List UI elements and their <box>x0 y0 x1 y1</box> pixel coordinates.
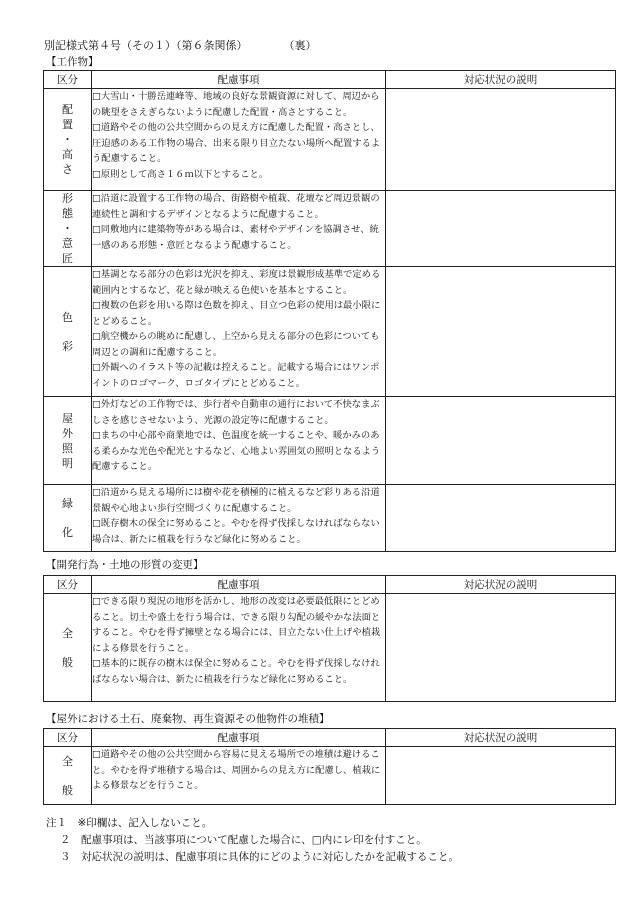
items-stockpiling-general <box>92 747 386 805</box>
column-header-status: 対応状況の説明 <box>386 71 616 89</box>
category-char: 化 <box>62 526 73 539</box>
category-color <box>44 267 92 397</box>
category-char: ・ <box>62 133 73 146</box>
column-header-category: 区分 <box>44 71 92 89</box>
column-header-status: 対応状況の説明 <box>386 576 616 594</box>
items-outdoor-lighting <box>92 397 386 485</box>
form-title: 別記様式第４号（その１）（第６条関係） <box>44 39 248 52</box>
note-3: ３ 対応状況の説明は、配慮事項に具体的にどのように対応したかを記載すること。 <box>60 851 459 863</box>
table-row-color <box>44 267 616 397</box>
items-greening <box>92 485 386 552</box>
column-header-items: 配慮事項 <box>92 71 386 89</box>
category-char: さ <box>62 163 73 176</box>
checklist-item[interactable]: □基調となる部分の色彩は光沢を抑え、彩度は景観形成基準で定める範囲内とするなど、花と緑が映える色使いを基本とすること。 <box>92 269 381 296</box>
category-char: 全 <box>62 626 73 640</box>
checklist-item[interactable]: □道路やその他の公共空間から容易に見える場所での堆積は避けること。やむを得ず堆積する場合は、周囲からの見え方に配慮し、植栽による修景などを行うこと。 <box>92 749 381 791</box>
category-char: 色 <box>62 310 73 324</box>
checklist-item[interactable]: □沿道に設置する工作物の場合、街路樹や植栽、花壇など周辺景観の連続性と調和するデザインとなるように配慮すること。 <box>92 193 380 220</box>
category-char: 屋 <box>62 411 73 425</box>
category-char: 匠 <box>62 252 73 265</box>
status-input-cell[interactable] <box>386 397 616 485</box>
category-char: 配 <box>62 103 73 116</box>
category-char: 全 <box>62 754 73 768</box>
table-row-placement-height <box>44 89 616 191</box>
form-header <box>44 37 317 53</box>
table-header-row <box>44 576 616 594</box>
structures-table <box>43 70 616 552</box>
items-development-general <box>92 594 386 702</box>
category-char: 高 <box>62 148 73 161</box>
category-char: 般 <box>62 783 73 797</box>
category-char: 彩 <box>62 339 73 353</box>
note-2: ２ 配慮事項は、当該事項について配慮した場合に、□内にレ印を付すこと。 <box>60 834 427 846</box>
checklist-item[interactable]: □外観へのイラスト等の記載は控えること。記載する場合にはワンポイントのロゴマーク、ロゴタイプにとどめること。 <box>92 362 380 389</box>
status-input-cell[interactable] <box>386 747 616 805</box>
category-greening <box>44 485 92 552</box>
checklist-item[interactable]: □航空機からの眺めに配慮し、上空から見える部分の色彩についても周辺との調和に配慮すること。 <box>92 331 380 358</box>
category-char: 明 <box>62 456 73 470</box>
category-general <box>44 594 92 702</box>
column-header-category: 区分 <box>44 576 92 594</box>
status-input-cell[interactable] <box>386 191 616 267</box>
checklist-item[interactable]: □できる限り現況の地形を活かし、地形の改変は必要最低限にとどめること。切土や盛土を行う場合は、できる限り勾配の緩やかな法面とすること。やむを得ず擁壁となる場合には、目立たない仕上げや植栽による修景を行うこと。 <box>92 596 381 654</box>
category-outdoor-lighting <box>44 397 92 485</box>
checklist-item[interactable]: □複数の色彩を用いる際は色数を抑え、目立つ色彩の使用は最小限にとどめること。 <box>92 300 381 327</box>
checklist-item[interactable]: □基本的に既存の樹木は保全に努めること。やむを得ず伐採しなければならない場合は、新たに植栽を行うなど緑化に努めること。 <box>92 658 380 685</box>
category-general <box>44 747 92 805</box>
items-placement-height <box>92 89 386 191</box>
column-header-category: 区分 <box>44 729 92 747</box>
items-color <box>92 267 386 397</box>
checklist-item[interactable]: □大雪山・十勝岳連峰等、地域の良好な景観資源に対して、周辺からの眺望をさえぎらないように配慮した配置・高さとすること。 <box>92 91 380 118</box>
checklist-item[interactable]: □まちの中心部や商業地では、色温度を統一することや、暖かみのある柔らかな光色や配光とするなど、心地よい雰囲気の照明となるよう配慮すること。 <box>92 430 381 472</box>
status-input-cell[interactable] <box>386 89 616 191</box>
table-header-row <box>44 71 616 89</box>
table-row-form-design <box>44 191 616 267</box>
table-header-row <box>44 729 616 747</box>
section-label-structures: 【工作物】 <box>46 56 99 68</box>
category-char: 態 <box>62 207 73 220</box>
status-input-cell[interactable] <box>386 485 616 552</box>
category-placement-height <box>44 89 92 191</box>
column-header-items: 配慮事項 <box>92 729 386 747</box>
table-row-stockpiling-general <box>44 747 616 805</box>
status-input-cell[interactable] <box>386 594 616 702</box>
category-char: 照 <box>62 441 73 455</box>
category-char: 置 <box>62 118 73 131</box>
category-char: 緑 <box>62 497 73 510</box>
table-row-outdoor-lighting <box>44 397 616 485</box>
checklist-item[interactable]: □道路やその他の公共空間からの見え方に配慮した配置・高さとし、圧迫感のある工作物の場合、出来る限り目立たない場所へ配置するよう配慮すること。 <box>92 122 381 164</box>
section-label-stockpiling: 【屋外における土石、廃棄物、再生資源その他物件の堆積】 <box>46 713 330 725</box>
category-form-design <box>44 191 92 267</box>
stockpiling-table <box>43 728 616 805</box>
category-char: ・ <box>62 222 73 235</box>
checklist-item[interactable]: □沿道から見える場所には樹や花を積極的に植えるなど彩りある沿道景観や心地よい歩行空間づくりに配慮すること。 <box>92 487 380 514</box>
section-label-development: 【開発行為・土地の形質の変更】 <box>46 559 204 571</box>
table-row-development-general <box>44 594 616 702</box>
development-table <box>43 575 616 702</box>
items-form-design <box>92 191 386 267</box>
reverse-side-label: （裏） <box>283 39 317 52</box>
column-header-items: 配慮事項 <box>92 576 386 594</box>
column-header-status: 対応状況の説明 <box>386 729 616 747</box>
category-char: 般 <box>62 655 73 669</box>
category-char: 外 <box>62 426 73 440</box>
category-char: 意 <box>62 237 73 250</box>
checklist-item[interactable]: □原則として高さ１６ｍ以下とすること。 <box>92 168 269 180</box>
checklist-item[interactable]: □既存樹木の保全に努めること。やむを得ず伐採しなければならない場合は、新たに植栽を行うなど緑化に努めること。 <box>92 518 380 545</box>
status-input-cell[interactable] <box>386 267 616 397</box>
note-1: 注１ ※印欄は、記入しないこと。 <box>46 817 213 829</box>
checklist-item[interactable]: □外灯などの工作物では、歩行者や自動車の通行において不快なまぶしさを感じさせないよう、光源の設定等に配慮すること。 <box>92 399 380 426</box>
notes <box>46 815 459 866</box>
checklist-item[interactable]: □同敷地内に建築物等がある場合は、素材やデザインを協調させ、統一感のある形態・意匠となるよう配慮すること。 <box>92 224 379 251</box>
category-char: 形 <box>62 192 73 205</box>
table-row-greening <box>44 485 616 552</box>
